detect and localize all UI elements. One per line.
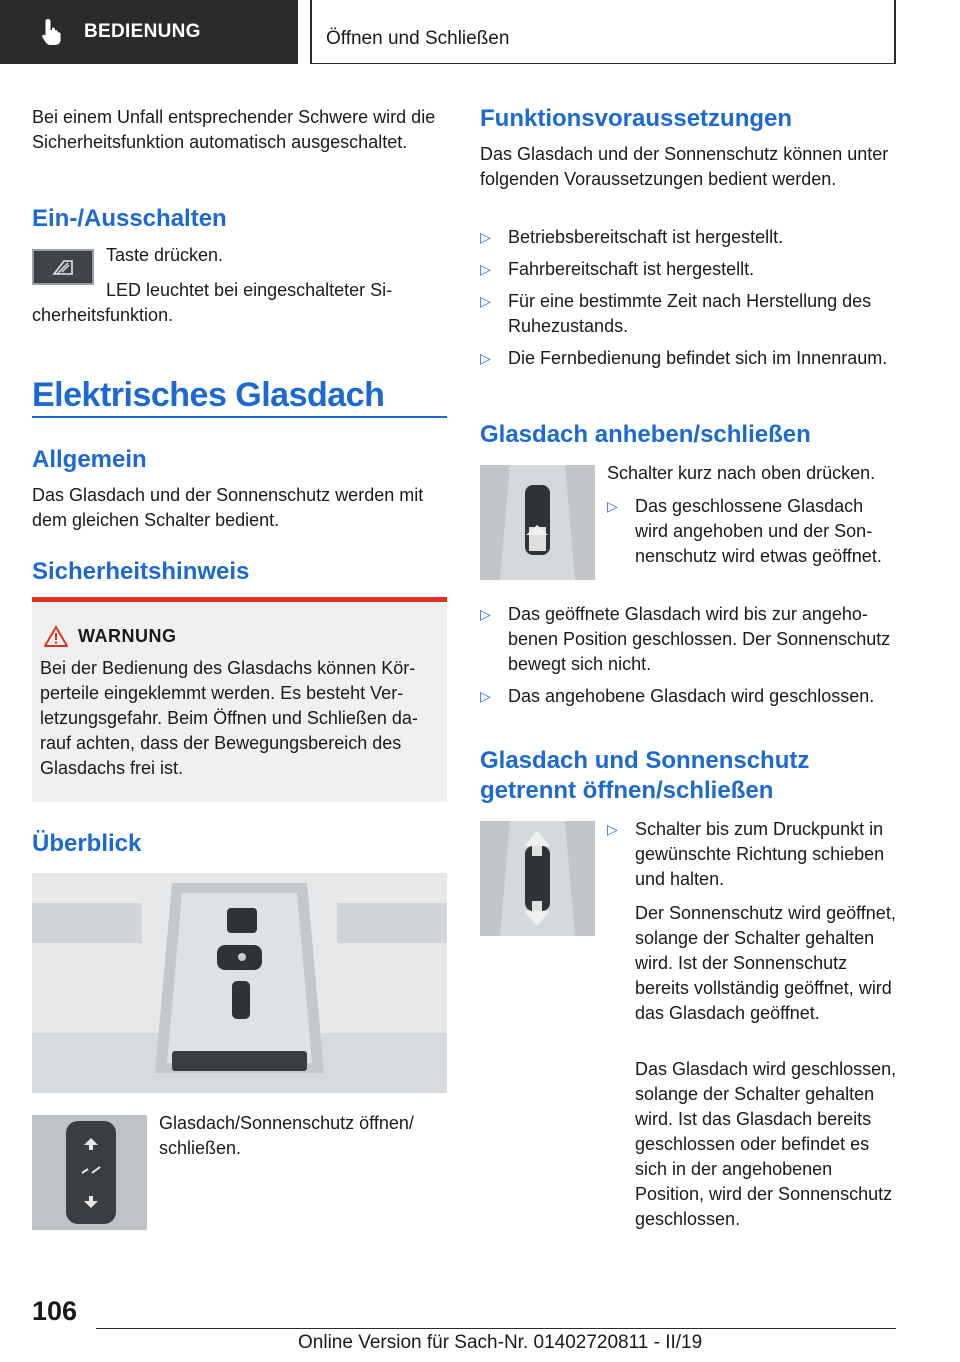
switch-slide-image: [480, 821, 595, 936]
list-item: ▷ Betriebsbereitschaft ist hergestellt.: [480, 225, 895, 250]
anheben-heading: Glasdach anheben/schließen: [480, 421, 811, 448]
list-item: ▷ Schalter bis zum Druckpunkt in gewünschte Richtung schieben und halten.: [607, 819, 885, 889]
footer-rule: [96, 1328, 896, 1329]
header-rule: [310, 63, 896, 64]
allgemein-heading: Allgemein: [32, 446, 147, 473]
bullet-triangle-icon: ▷: [480, 688, 491, 704]
hand-pointer-icon: [36, 15, 70, 49]
warning-triangle-icon: [44, 626, 68, 652]
bullet-triangle-icon: ▷: [480, 229, 491, 245]
list-item: ▷ Das geöffnete Glasdach wird bis zur angehobenen Position geschlossen. Der Sonnenschutz bewegt sich nicht.: [480, 604, 891, 674]
bullet-triangle-icon: ▷: [480, 261, 491, 277]
main-heading-rule: [32, 416, 447, 418]
bullet-triangle-icon: ▷: [480, 606, 491, 622]
footer-version-text: Online Version für Sach-Nr. 01402720811 - II/19: [298, 1332, 703, 1353]
ueberblick-heading: Überblick: [32, 830, 142, 857]
getrennt-list: [607, 817, 897, 892]
funktion-heading: Funktionsvoraussetzungen: [480, 105, 793, 132]
intro-paragraph: Bei einem Unfall entsprechender Schwere wird die Sicherheitsfunktion automatisch ausgeschaltet.: [32, 107, 436, 152]
warning-title: WARNUNG: [78, 626, 177, 646]
header-right-edge: [894, 0, 896, 64]
main-heading: Elektrisches Glasdach: [32, 376, 385, 414]
list-item: ▷ Fahrbereitschaft ist hergestellt.: [480, 257, 895, 282]
chapter-title: Öffnen und Schließen: [326, 28, 510, 49]
switch-closeup-image: [32, 1115, 147, 1230]
warning-box: [32, 597, 447, 802]
getrennt-paragraph-1: Der Sonnenschutz wird geöffnet, solange der Schalter gehalten wird. Ist der Sonnenschutz bereits vollständig geöffnet, wird das Glasdach geöffnet.: [635, 903, 896, 1023]
taste-text: Taste drücken.: [106, 245, 224, 265]
getrennt-paragraph-2: Das Glasdach wird geschlossen, solange der Schalter gehalten wird. Ist das Glasdach bereits geschlossen oder befindet es sich in der angehobenen Position, wird der Sonnenschutz geschlossen.: [635, 1059, 897, 1229]
anheben-text: Schalter kurz nach oben drücken.: [607, 463, 876, 483]
sicherheit-heading: Sicherheitshinweis: [32, 558, 250, 585]
funktion-list: [480, 225, 895, 371]
header-divider: [310, 0, 312, 64]
list-item: ▷ Die Fernbedienung befindet sich im Innenraum.: [480, 346, 895, 371]
list-item: ▷ Das geschlossene Glasdach wird angehoben und der Sonnenschutz wird etwas geöffnet.: [607, 496, 882, 566]
bullet-triangle-icon: ▷: [480, 350, 491, 366]
anheben-list-1: [607, 494, 897, 569]
funktion-text: Das Glasdach und der Sonnenschutz können unter folgenden Voraussetzungen bedient werden.: [480, 144, 889, 189]
roof-console-overview-image: [32, 873, 447, 1093]
bullet-triangle-icon: ▷: [607, 821, 618, 837]
warning-text: Bei der Bedienung des Glasdachs können Körperteile eingeklemmt werden. Es besteht Verletzungsgefahr. Beim Öffnen und Schließen darauf achten, dass der Bewegungsbereich des Glasdachs frei ist.: [40, 658, 418, 778]
section-tab: [0, 0, 298, 64]
getrennt-heading-line2: getrennt öffnen/schließen: [480, 777, 774, 804]
ein-aus-heading: Ein-/Ausschalten: [32, 205, 227, 232]
page-number: 106: [32, 1296, 78, 1326]
bullet-triangle-icon: ▷: [480, 293, 491, 309]
switch-lift-image: [480, 465, 595, 580]
bullet-triangle-icon: ▷: [607, 498, 618, 514]
section-label: BEDIENUNG: [84, 21, 201, 42]
anheben-list-2: [480, 602, 900, 709]
list-item: ▷ Das angehobene Glasdach wird geschlossen.: [480, 684, 900, 709]
switch-caption: Glasdach/Sonnenschutz öffnen/ schließen.: [159, 1113, 414, 1158]
list-item: ▷ Für eine bestimmte Zeit nach Herstellung des Ruhezustands.: [480, 291, 872, 336]
getrennt-heading-line1: Glasdach und Sonnenschutz: [480, 747, 810, 774]
allgemein-text: Das Glasdach und der Sonnenschutz werden mit dem gleichen Schalter bedient.: [32, 485, 424, 530]
led-text: LED leuchtet bei eingeschalteter Sicherheitsfunktion.: [32, 280, 393, 325]
